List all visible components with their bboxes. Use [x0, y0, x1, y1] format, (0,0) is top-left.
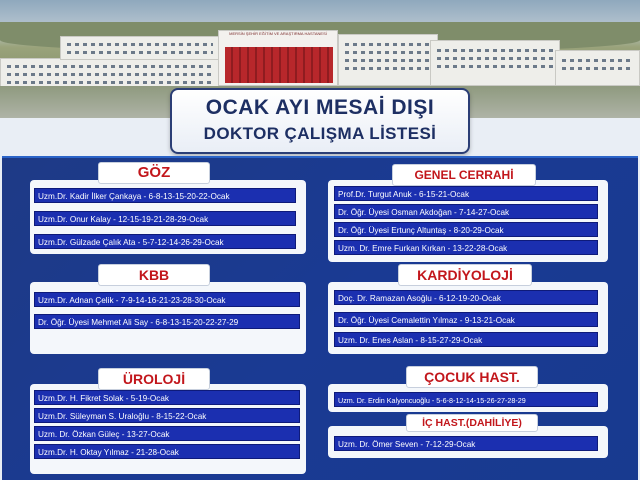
list-item: Uzm. Dr. Erdin Kalyoncuoğlu - 5-6-8-12-14-15-26-27-28-29 — [334, 392, 598, 407]
page-title: OCAK AYI MESAİ DIŞI — [205, 96, 435, 119]
building-right-wing — [430, 40, 560, 86]
building-left-wing — [0, 58, 220, 88]
section-goz — [30, 180, 306, 254]
list-item: Dr. Öğr. Üyesi Cemalettin Yılmaz - 9-13-21-Ocak — [334, 312, 598, 327]
heading-uroloji: ÜROLOJİ — [98, 368, 210, 390]
list-item: Uzm. Dr. Enes Aslan - 8-15-27-29-Ocak — [334, 332, 598, 347]
list-item: Dr. Öğr. Üyesi Mehmet Ali Say - 6-8-13-15-20-22-27-29 — [34, 314, 300, 329]
list-item: Uzm.Dr. Kadir İlker Çankaya - 6-8-13-15-20-22-Ocak — [34, 188, 296, 203]
building-far-right — [555, 50, 640, 86]
building-left-upper — [60, 36, 220, 60]
building-center-right — [338, 34, 438, 86]
list-item: Dr. Öğr. Üyesi Ertunç Altuntaş - 8-20-29-Ocak — [334, 222, 598, 237]
list-item: Uzm.Dr. Onur Kalay - 12-15-19-21-28-29-Ocak — [34, 211, 296, 226]
list-item: Prof.Dr. Turgut Anuk - 6-15-21-Ocak — [334, 186, 598, 201]
list-item: Doç. Dr. Ramazan Asoğlu - 6-12-19-20-Ocak — [334, 290, 598, 305]
hospital-sign: MERSİN ŞEHİR EĞİTİM VE ARAŞTIRMA HASTANESİ — [229, 31, 327, 36]
list-item: Uzm. Dr. Ömer Seven - 7-12-29-Ocak — [334, 436, 598, 451]
schedule-panel — [2, 156, 638, 480]
section-uroloji — [30, 384, 306, 474]
list-item: Uzm.Dr. Gülzade Çalık Ata - 5-7-12-14-26-29-Ocak — [34, 234, 296, 249]
list-item: Uzm.Dr. H. Fikret Solak - 5-19-Ocak — [34, 390, 300, 405]
section-kbb — [30, 282, 306, 354]
heading-genel-cerrahi: GENEL CERRAHİ — [392, 164, 536, 186]
list-item: Uzm.Dr. H. Oktay Yılmaz - 21-28-Ocak — [34, 444, 300, 459]
list-item: Uzm. Dr. Özkan Güleç - 13-27-Ocak — [34, 426, 300, 441]
section-kardiyoloji — [328, 282, 608, 354]
section-cocuk — [328, 384, 608, 412]
list-item: Uzm.Dr. Süleyman S. Uraloğlu - 8-15-22-Ocak — [34, 408, 300, 423]
list-item: Dr. Öğr. Üyesi Osman Akdoğan - 7-14-27-Ocak — [334, 204, 598, 219]
page-subtitle: DOKTOR ÇALIŞMA LİSTESİ — [203, 124, 437, 143]
heading-kbb: KBB — [98, 264, 210, 286]
list-item: Uzm.Dr. Adnan Çelik - 7-9-14-16-21-23-28-30-Ocak — [34, 292, 300, 307]
title-banner — [170, 88, 470, 154]
heading-kardiyoloji: KARDİYOLOJİ — [398, 264, 532, 286]
heading-dahiliye: İÇ HAST.(DAHİLİYE) — [406, 414, 538, 432]
list-item: Uzm. Dr. Emre Furkan Kırkan - 13-22-28-Ocak — [334, 240, 598, 255]
heading-goz: GÖZ — [98, 162, 210, 184]
building-center — [218, 30, 338, 86]
section-genel-cerrahi — [328, 180, 608, 262]
heading-cocuk: ÇOCUK HAST. — [406, 366, 538, 388]
